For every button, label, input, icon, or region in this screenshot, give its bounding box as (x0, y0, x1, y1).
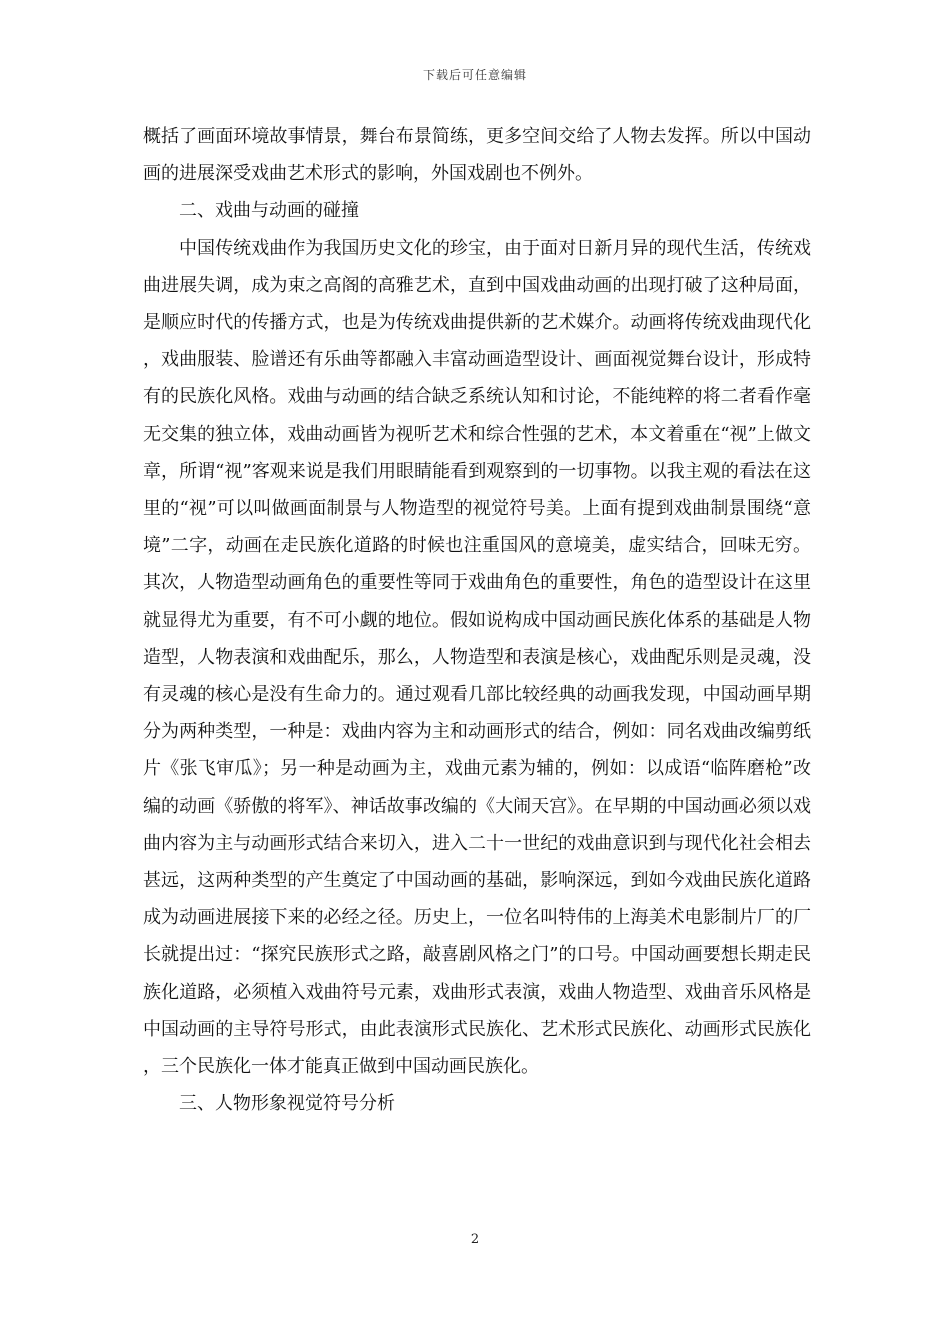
paragraph-continuation: 概括了画面环境故事情景，舞台布景简练，更多空间交给了人物去发挥。所以中国动画的进展深受戏曲艺术形式的影响，外国戏剧也不例外。 (143, 126, 811, 185)
paragraph-body: 中国传统戏曲作为我国历史文化的珍宝，由于面对日新月异的现代生活，传统戏曲进展失调，成为束之高阁的高雅艺术，直到中国戏曲动画的出现打破了这种局面，是顺应时代的传播方式，也是为传统戏曲提供新的艺术媒介。动画将传统戏曲现代化，戏曲服装、脸谱还有乐曲等都融入丰富动画造型设计、画面视觉舞台设计，形成特有的民族化风格。戏曲与动画的结合缺乏系统认知和讨论，不能纯粹的将二者看作毫无交集的独立体，戏曲动画皆为视听艺术和综合性强的艺术，本文着重在“视”上做文章，所谓“视”客观来说是我们用眼睛能看到观察到的一切事物。以我主观的看法在这里的“视”可以叫做画面制景与人物造型的视觉符号美。上面有提到戏曲制景围绕“意境”二字，动画在走民族化道路的时候也注重国风的意境美，虚实结合，回味无穷。其次，人物造型动画角色的重要性等同于戏曲角色的重要性，角色的造型设计在这里就显得尤为重要，有不可小觑的地位。假如说构成中国动画民族化体系的基础是人物造型，人物表演和戏曲配乐，那么，人物造型和表演是核心，戏曲配乐则是灵魂，没有灵魂的核心是没有生命力的。通过观看几部比较经典的动画我发现，中国动画早期分为两种类型，一种是：戏曲内容为主和动画形式的结合，例如：同名戏曲改编剪纸片《张飞审瓜》；另一种是动画为主，戏曲元素为辅的，例如：以成语“临阵磨枪”改编的动画《骄傲的将军》、神话故事改编的《大闹天宫》。在早期的中国动画必须以戏曲内容为主与动画形式结合来切入，进入二十一世纪的戏曲意识到与现代化社会相去甚远，这两种类型的产生奠定了中国动画的基础，影响深远，到如今戏曲民族化道路成为动画进展接下来的必经之径。历史上，一位名叫特伟的上海美术电影制片厂的厂长就提出过：“探究民族形式之路，敲喜剧风格之门”的口号。中国动画要想长期走民族化道路，必须植入戏曲符号元素，戏曲形式表演，戏曲人物造型、戏曲音乐风格是中国动画的主导符号形式，由此表演形式民族化、艺术形式民族化、动画形式民族化，三个民族化一体才能真正做到中国动画民族化。 (143, 237, 811, 1078)
document-body (143, 118, 811, 1122)
page-number: 2 (470, 1232, 480, 1247)
section-heading-3: 三、人物形象视觉符号分析 (179, 1093, 395, 1115)
page-header: 下载后可任意编辑 (422, 68, 527, 82)
section-heading-2: 二、戏曲与动画的碰撞 (179, 200, 359, 222)
